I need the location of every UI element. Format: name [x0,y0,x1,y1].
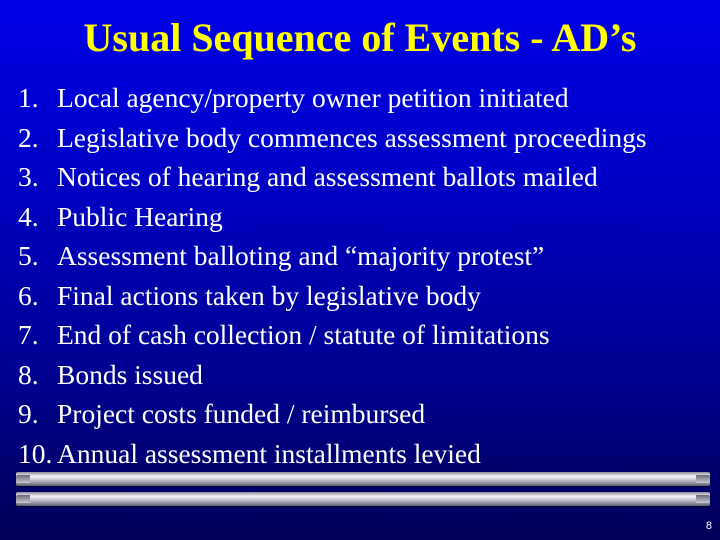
item-text: Public Hearing [57,200,223,232]
item-text: Notices of hearing and assessment ballots mailed [57,161,598,192]
item-number: 9. [18,398,39,429]
list-item [18,434,647,474]
list-item [18,276,647,316]
item-number: 7. [18,319,39,350]
item-text: Local agency/property owner petition initiated [57,82,569,113]
list-item [18,355,647,395]
decorative-bar-top [16,472,710,486]
list-item [18,236,647,276]
list-item [18,197,647,237]
page-number: 8 [705,520,712,532]
item-text: Legislative body commences assessment proceedings [57,121,647,153]
list-item [18,118,647,158]
item-text: End of cash collection / statute of limitations [57,319,550,350]
item-number: 6. [18,279,39,311]
item-text: Project costs funded / reimbursed [57,398,426,429]
list-item [18,315,647,355]
item-number: 5. [18,240,39,271]
list-item [18,157,647,197]
slide-title: Usual Sequence of Events - AD’s [83,15,637,60]
item-number: 10. [18,437,53,469]
event-sequence-list [18,78,647,473]
item-text: Bonds issued [57,358,203,390]
item-number: 4. [18,200,39,232]
item-text: Assessment balloting and “majority protest” [57,240,545,271]
item-text: Annual assessment installments levied [57,437,481,469]
list-item [18,78,647,118]
item-number: 8. [18,358,39,390]
item-number: 1. [18,82,39,113]
item-text: Final actions taken by legislative body [57,279,481,311]
list-item [18,394,647,434]
decorative-metal-bars [16,470,710,514]
decorative-bar-bottom [16,492,710,506]
item-number: 3. [18,161,39,192]
item-number: 2. [18,121,39,153]
